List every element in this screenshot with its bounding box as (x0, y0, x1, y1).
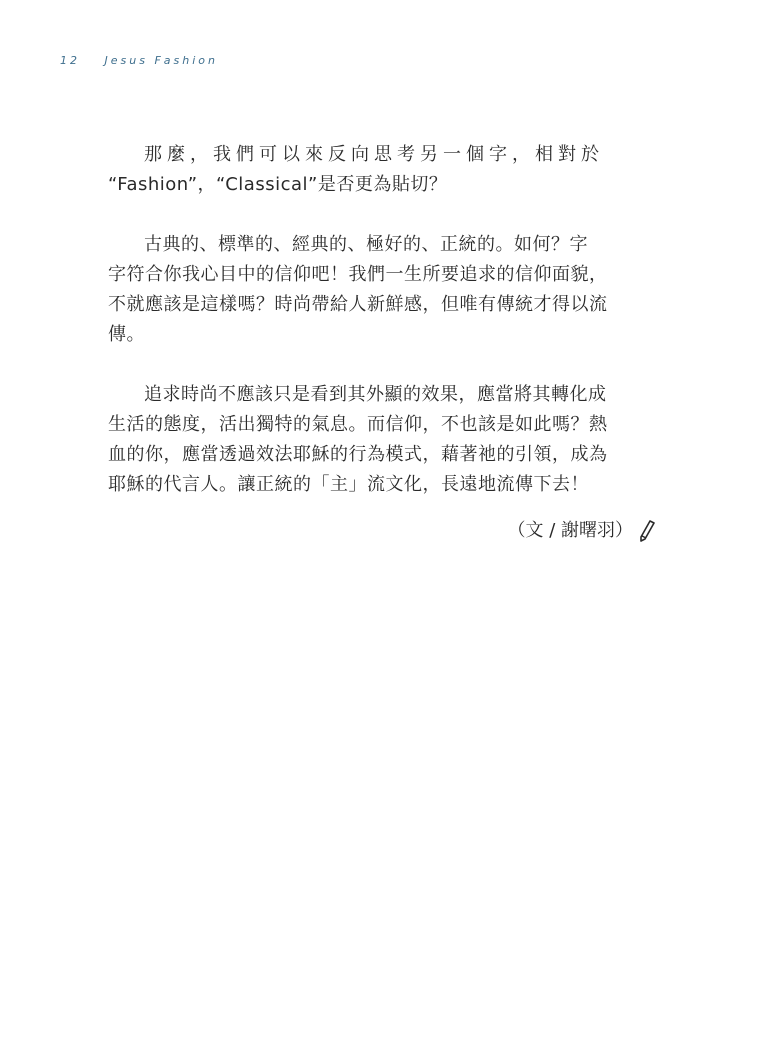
paragraph-3 (108, 380, 656, 500)
author-signature (507, 516, 655, 546)
running-header (60, 54, 218, 67)
paragraph-3-line-4: 耶穌的代言人。讓正統的「主」流文化，長遠地流傳下去！ (108, 474, 589, 495)
paragraph-3-line-2: 生活的態度，活出獨特的氣息。而信仰，不也該是如此嗎？熱 (108, 414, 608, 435)
paragraph-1 (108, 140, 656, 200)
author-credit: （文 / 謝曙羽） (507, 520, 633, 541)
paragraph-2 (108, 230, 656, 350)
paragraph-3-line-1: 追求時尚不應該只是看到其外顯的效果，應當將其轉化成 (144, 384, 607, 405)
paragraph-2-line-4: 傳。 (108, 324, 145, 345)
paragraph-2-line-3: 不就應該是這樣嗎？時尚帶給人新鮮感，但唯有傳統才得以流 (108, 294, 608, 315)
book-title: Jesus Fashion (104, 54, 218, 67)
page-number: 12 (60, 54, 80, 67)
paragraph-1-line-2: “Fashion”，“Classical”是否更為貼切？ (108, 174, 448, 195)
pen-icon (639, 520, 655, 542)
paragraph-1-line-1: 那麼，我們可以來反向思考另一個字，相對於 (144, 144, 604, 165)
paragraph-2-line-2: 字符合你我心目中的信仰吧！我們一生所要追求的信仰面貌， (108, 264, 608, 285)
paragraph-2-line-1: 古典的、標準的、經典的、極好的、正統的。如何？字 (144, 234, 588, 255)
paragraph-3-line-3: 血的你，應當透過效法耶穌的行為模式，藉著祂的引領，成為 (108, 444, 608, 465)
article-body (108, 140, 656, 530)
